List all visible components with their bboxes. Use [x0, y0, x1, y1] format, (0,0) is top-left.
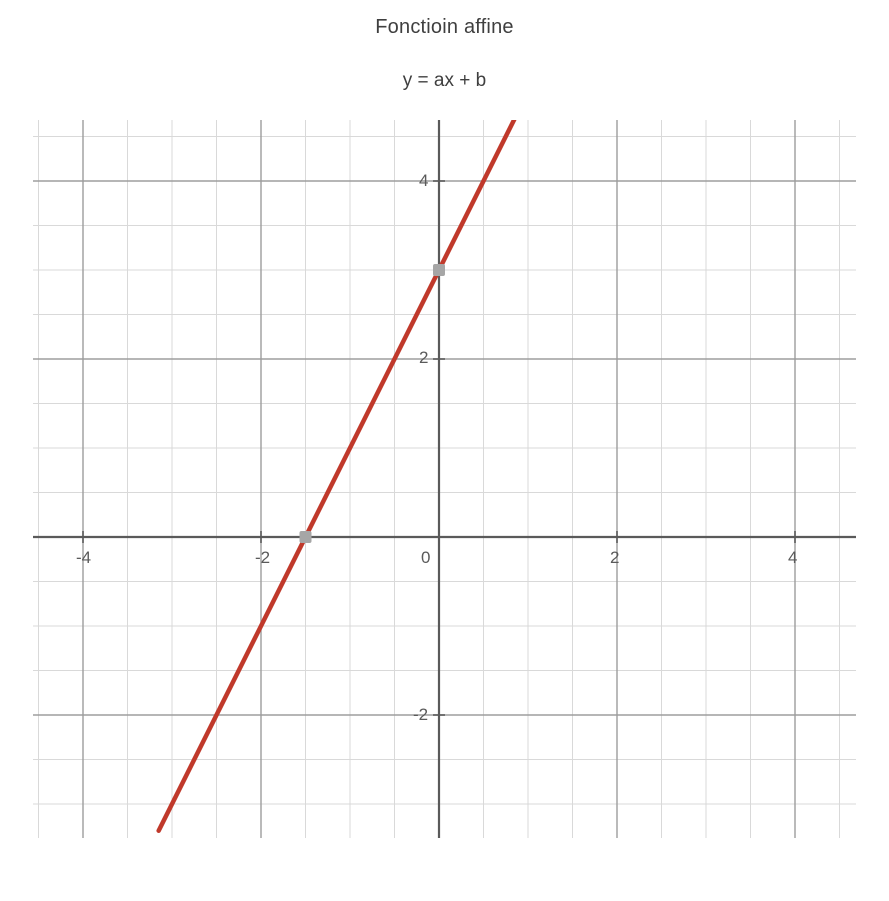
page-subtitle: y = ax + b — [402, 70, 487, 91]
x-tick-label-0: 0 — [421, 548, 431, 567]
x-tick-label-4: 4 — [788, 548, 798, 567]
x-tick-label-2: 2 — [610, 548, 620, 567]
x-tick-label--2: -2 — [255, 548, 271, 567]
x-tick-label--4: -4 — [76, 548, 92, 567]
affine-function-plot — [33, 120, 856, 838]
series-line — [159, 120, 515, 831]
page-title: Fonctioin affine — [375, 16, 514, 38]
y-tick-label--2: -2 — [413, 705, 429, 724]
y-tick-label-4: 4 — [419, 171, 429, 190]
y-tick-label-2: 2 — [419, 348, 429, 367]
plot-area — [33, 120, 856, 838]
data-point-marker[interactable] — [300, 531, 312, 543]
data-point-marker[interactable] — [433, 264, 445, 276]
